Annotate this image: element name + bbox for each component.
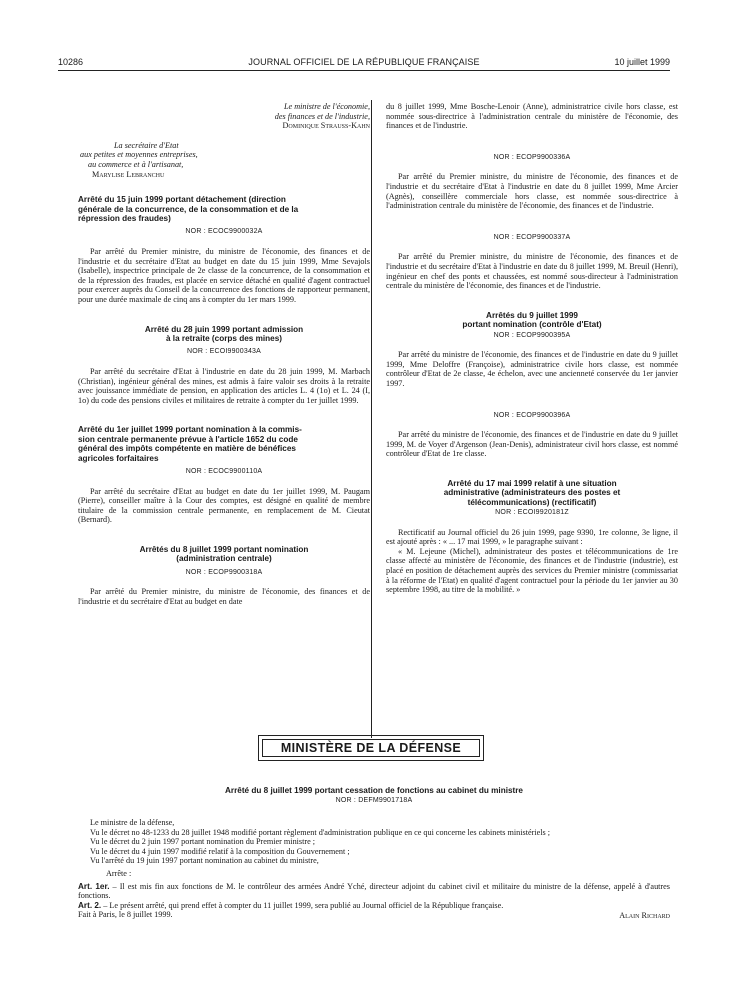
decree-title: (administration centrale) [176,554,272,564]
decree-title: Arrêté du 28 juin 1999 portant admission [144,324,304,334]
decree-title: Arrêté du 17 mai 1999 relatif à une situation [447,478,617,488]
decree-nomination-centrale [78,545,370,607]
signatory-name: Alain Richard [619,910,670,920]
nor-reference: NOR : ECOP9900395A [493,331,571,339]
header-rule [58,70,670,71]
decree-controle-etat [386,311,678,389]
article-text: – Le présent arrêté, qui prend effet à compter du 11 juillet 1999, sera publié au Journal officiel de la République française. [101,900,504,910]
nor-reference: NOR : ECOC9900110A [185,467,263,475]
decree-line: Le ministre de la défense, [90,818,175,827]
decree-arrete: Arrête : [106,868,132,878]
decree-rectificatif [386,479,678,595]
article-2 [78,901,670,911]
defense-decree [78,786,670,921]
decree-line: Vu le décret du 2 juin 1997 portant nomination du Premier ministre ; [90,837,316,847]
decree-line: Vu le décret du 4 juin 1997 modifié relatif à la composition du Gouvernement ; [90,846,350,856]
right-column [386,102,678,595]
decree-detachement [78,195,370,304]
signature-line: La secrétaire d'Etat [114,140,179,150]
decree-body: Par arrêté du secrétaire d'Etat à l'industrie en date du 28 juin 1999, M. Marbach (Christian), ingénieur général des mines, est admis à faire valoir ses droits à la retraite avec jouissance immédiate de pension, en application des articles L. 4 (1o) et L. 24 (I, 1o) du code des pensions civiles et militaires de retraite à compter du 1er juillet 1999. [78,366,370,405]
nor-reference: NOR : ECOI9920181Z [495,509,569,517]
decree-title: télécommunications) (rectificatif) [467,497,597,507]
decree-line: Vu l'arrêté du 19 juin 1997 portant nomination au cabinet du ministre, [90,856,319,866]
nor-reference: NOR : ECOP9900337A [493,233,571,241]
page-header [58,57,670,71]
decree-title: Arrêté du 8 juillet 1999 portant cessation de fonctions au cabinet du ministre [224,786,523,795]
issue-date: 10 juillet 1999 [614,57,670,67]
decree-body-continued: du 8 juillet 1999, Mme Bosche-Lenoir (Anne), administratrice civile hors classe, est nommée sous-directrice à l'administration centrale du ministère de l'économie, des finances et de l'industrie. [386,102,678,131]
nor-reference: NOR : ECOP9900336A [493,153,571,161]
nor-reference: NOR : DEFM9901718A [335,797,413,805]
signature-block-minister [148,102,370,131]
decree-body: Par arrêté du Premier ministre, du ministre de l'économie, des finances et de l'industrie et du secrétaire d'Etat à l'industrie en date du 8 juillet 1999, Mme Arcier (Agnès), conseillère commerciale hors classe, est nommée sous-directrice à l'administration centrale du ministère de l'économie, des finances et de l'industrie. [386,172,678,211]
decree-body: Par arrêté du ministre de l'économie, des finances et de l'industrie en date du 9 juillet 1999, Mme Deloffre (Françoise), administratrice civile hors classe, est nommée contrôleur d'Etat de 2e classe, 4e échelon, avec une ancienneté conservée du 1er janvier 1997. [386,350,678,388]
nor-reference: NOR : ECOP9900396A [493,411,571,419]
ministry-banner [258,735,484,761]
decree-title: Arrêtés du 8 juillet 1999 portant nomination [139,544,309,554]
decree-title: Arrêté du 15 juin 1999 portant détachement (direction [78,195,286,205]
signatory-name: Dominique Strauss-Kahn [282,121,370,131]
decree-title: portant nomination (contrôle d'Etat) [462,320,602,330]
decree-title: Arrêtés du 9 juillet 1999 [486,310,578,320]
decree-title: agricoles forfaitaires [78,453,159,463]
signature-line: au commerce et à l'artisanat, [88,159,184,169]
decree-retraite [78,325,370,406]
signatory-name: Marylise Lebranchu [92,169,165,179]
signature-line: des finances et de l'industrie, [274,111,370,121]
decree-title: répression des fraudes) [78,213,171,223]
decree-title: générale de la concurrence, de la consommation et de la [78,204,299,214]
decree-title: Arrêté du 1er juillet 1999 portant nomination à la commis- [78,425,302,435]
decree-body: Par arrêté du Premier ministre, du ministre de l'économie, des finances et de l'industrie et du secrétaire d'Etat au budget en date du 15 juin 1999, Mme Sevajols (Isabelle), inspectrice principale de 2e classe de la concurrence, de la consommation et de la répression des fraudes, est placée en service détaché en qualité d'agent contractuel pour exercer auprès du Conseil de la concurrence des fonctions de rapporteur permanent, pour une durée maximale de cinq ans à compter du 1er mars 1999. [78,246,370,304]
decree-body: Par arrêté du secrétaire d'Etat au budget en date du 1er juillet 1999, M. Paugam (Pierre), conseiller maître à la Cour des comptes, est désigné en qualité de membre titulaire de la commission centrale permanente, en remplacement de M. Cieutat (Bernard). [78,486,370,525]
decree-commission [78,425,370,525]
decree-title: général des impôts compétente en matière de bénéfices [78,444,296,454]
article-label: Art. 1er. [78,881,110,891]
signature-line: aux petites et moyennes entreprises, [80,150,198,160]
decree-body: Rectificatif au Journal officiel du 26 juin 1999, page 9390, 1re colonne, 3e ligne, il est ajouté après : « ... 17 mai 1999, » le paragraphe suivant : [386,527,678,547]
signature-line: Le ministre de l'économie, [283,102,370,111]
nor-reference: NOR : ECOC9900032A [185,228,263,236]
decree-done: Fait à Paris, le 8 juillet 1999. [78,910,173,920]
decree-title: à la retraite (corps des mines) [165,333,283,343]
decree-title: administrative (administrateurs des postes et [443,488,621,498]
signature-block-secretary [80,141,370,179]
decree-title: sion centrale permanente prévue à l'article 1652 du code [78,434,298,444]
nor-reference: NOR : ECOP9900318A [185,568,263,576]
article-label: Art. 2. [78,900,102,910]
page-number: 10286 [58,57,84,67]
decree-body: Par arrêté du Premier ministre, du ministre de l'économie, des finances et de l'industrie et du secrétaire d'Etat à l'industrie en date du 8 juillet 1999, M. Breuil (Henri), ingénieur en chef des ponts et chaussées, est nommé sous-directeur à l'administration centrale du ministère de l'économie, des finances et de l'industrie. [386,252,678,291]
decree-body: Par arrêté du ministre de l'économie, des finances et de l'industrie en date du 9 juillet 1999, M. de Voyer d'Argenson (Jean-Denis), administrateur civil hors classe, est nommé contrôleur d'Etat de 1re classe. [386,430,678,459]
column-divider [371,100,372,738]
quoted-paragraph: « M. Lejeune (Michel), administrateur des postes et télécommunications de 1re classe affecté au ministère de l'économie, des finances et de l'industrie (industrie), est placé en position de détachement auprès des services du Premier ministre (commissariat à la réforme de l'Etat) en qualité d'agent contractuel pour la période du 1er janvier au 30 septembre 1998, au titre de la mobilité. » [386,546,678,595]
article-text: – Il est mis fin aux fonctions de M. le contrôleur des armées André Yché, directeur adjoint du cabinet civil et militaire du ministre de la défense, appelé à d'autres fonctions. [78,881,670,901]
ministry-title: MINISTÈRE DE LA DÉFENSE [262,739,480,757]
article-1 [78,882,670,901]
left-column [78,102,370,607]
nor-reference: NOR : ECOI9900343A [186,348,262,356]
decree-line: Vu le décret no 48-1233 du 28 juillet 1948 modifié portant règlement d'administration publique en ce qui concerne les cabinets ministériels ; [90,827,551,837]
decree-body: Par arrêté du Premier ministre, du ministre de l'économie, des finances et de l'industrie et du secrétaire d'Etat au budget en date [78,587,370,606]
journal-title: JOURNAL OFFICIEL DE LA RÉPUBLIQUE FRANÇAISE [248,57,480,67]
